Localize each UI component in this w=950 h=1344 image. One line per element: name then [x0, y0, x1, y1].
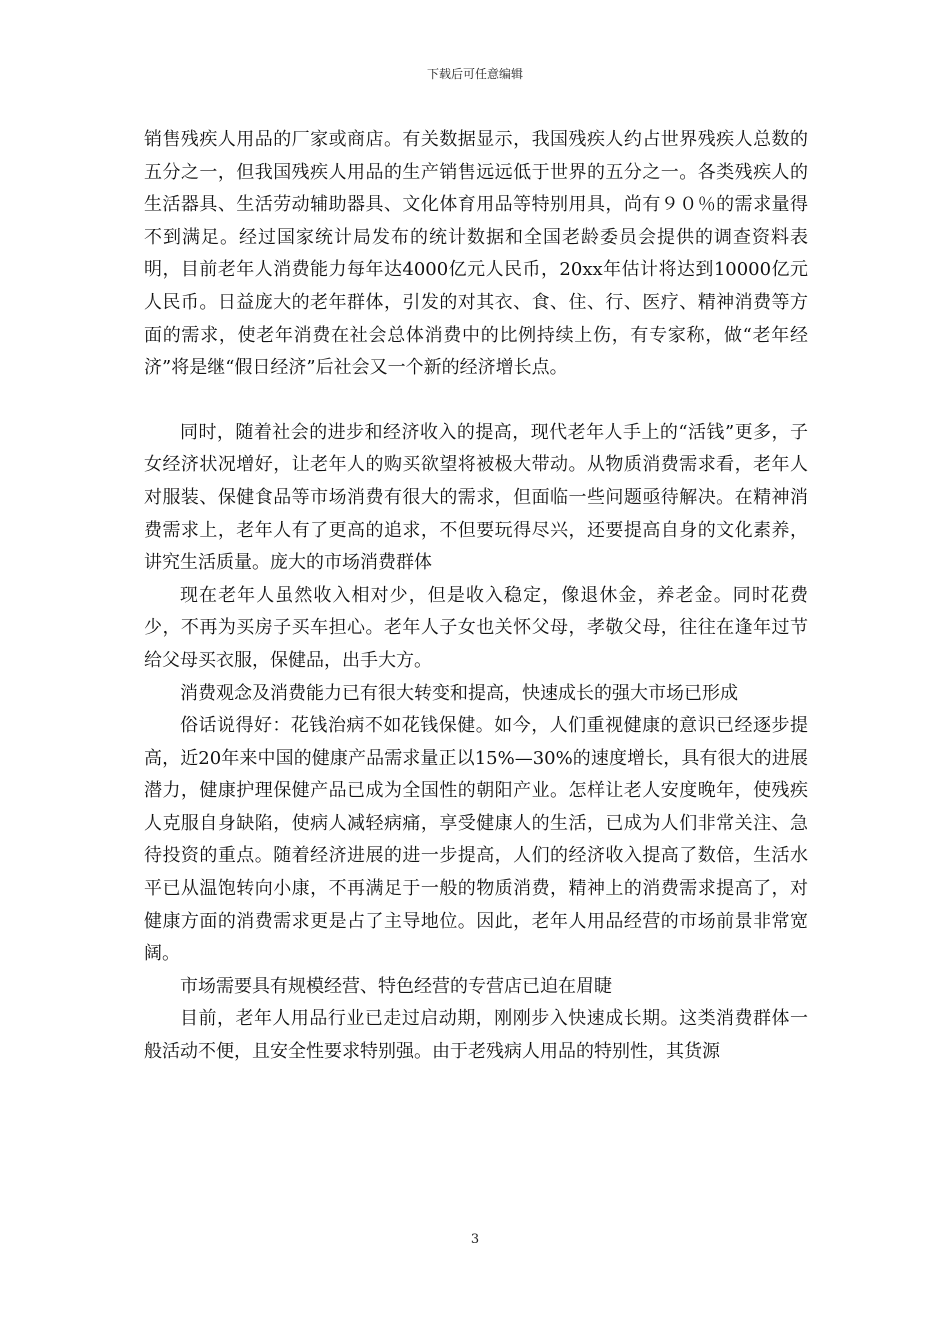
page-number: 3 [470, 1232, 480, 1247]
paragraph-5: 俗话说得好：花钱治病不如花钱保健。如今，人们重视健康的意识已经逐步提高，近20年来中国的健康产品需求量正以15%—30%的速度增长，具有很大的进展潜力，健康护理保健产品已成为全国性的朝阳产业。怎样让老人安度晚年，使残疾人克服自身缺陷，使病人减轻病痛，享受健康人的生活，已成为人们非常关注、急待投资的重点。随着经济进展的进一步提高，人们的经济收入提高了数倍，生活水平已从温饱转向小康，不再满足于一般的物质消费，精神上的消费需求提高了，对健康方面的消费需求更是占了主导地位。因此，老年人用品经营的市场前景非常宽阔。 [144, 715, 808, 965]
paragraph-4: 消费观念及消费能力已有很大转变和提高，快速成长的强大市场已形成 [180, 682, 738, 704]
paragraph-7: 目前，老年人用品行业已走过启动期，刚刚步入快速成长期。这类消费群体一般活动不便，且安全性要求特别强。由于老残病人用品的特别性，其货源 [144, 1008, 808, 1063]
page-header: 下载后可任意编辑 [426, 67, 523, 81]
document-body [144, 124, 808, 1069]
paragraph-1: 销售残疾人用品的厂家或商店。有关数据显示，我国残疾人约占世界残疾人总数的五分之一，但我国残疾人用品的生产销售远远低于世界的五分之一。各类残疾人的生活器具、生活劳动辅助器具、文化体育用品等特别用具，尚有９０％的需求量得不到满足。经过国家统计局发布的统计数据和全国老龄委员会提供的调查资料表明，目前老年人消费能力每年达4000亿元人民币，20xx年估计将达到10000亿元人民币。日益庞大的老年群体，引发的对其衣、食、住、行、医疗、精神消费等方面的需求，使老年消费在社会总体消费中的比例持续上伤，有专家称，做“老年经济”将是继“假日经济”后社会又一个新的经济增长点。 [144, 129, 808, 379]
paragraph-3: 现在老年人虽然收入相对少，但是收入稳定，像退休金，养老金。同时花费少，不再为买房子买车担心。老年人子女也关怀父母，孝敬父母，往往在逢年过节给父母买衣服，保健品，出手大方。 [144, 584, 808, 671]
paragraph-2: 同时，随着社会的进步和经济收入的提高，现代老年人手上的“活钱”更多，子女经济状况增好，让老年人的购买欲望将被极大带动。从物质消费需求看，老年人对服装、保健食品等市场消费有很大的需求，但面临一些问题亟待解决。在精神消费需求上，老年人有了更高的追求，不但要玩得尽兴，还要提高自身的文化素养，讲究生活质量。庞大的市场消费群体 [144, 421, 808, 574]
paragraph-6: 市场需要具有规模经营、特色经营的专营店已迫在眉睫 [180, 975, 612, 997]
